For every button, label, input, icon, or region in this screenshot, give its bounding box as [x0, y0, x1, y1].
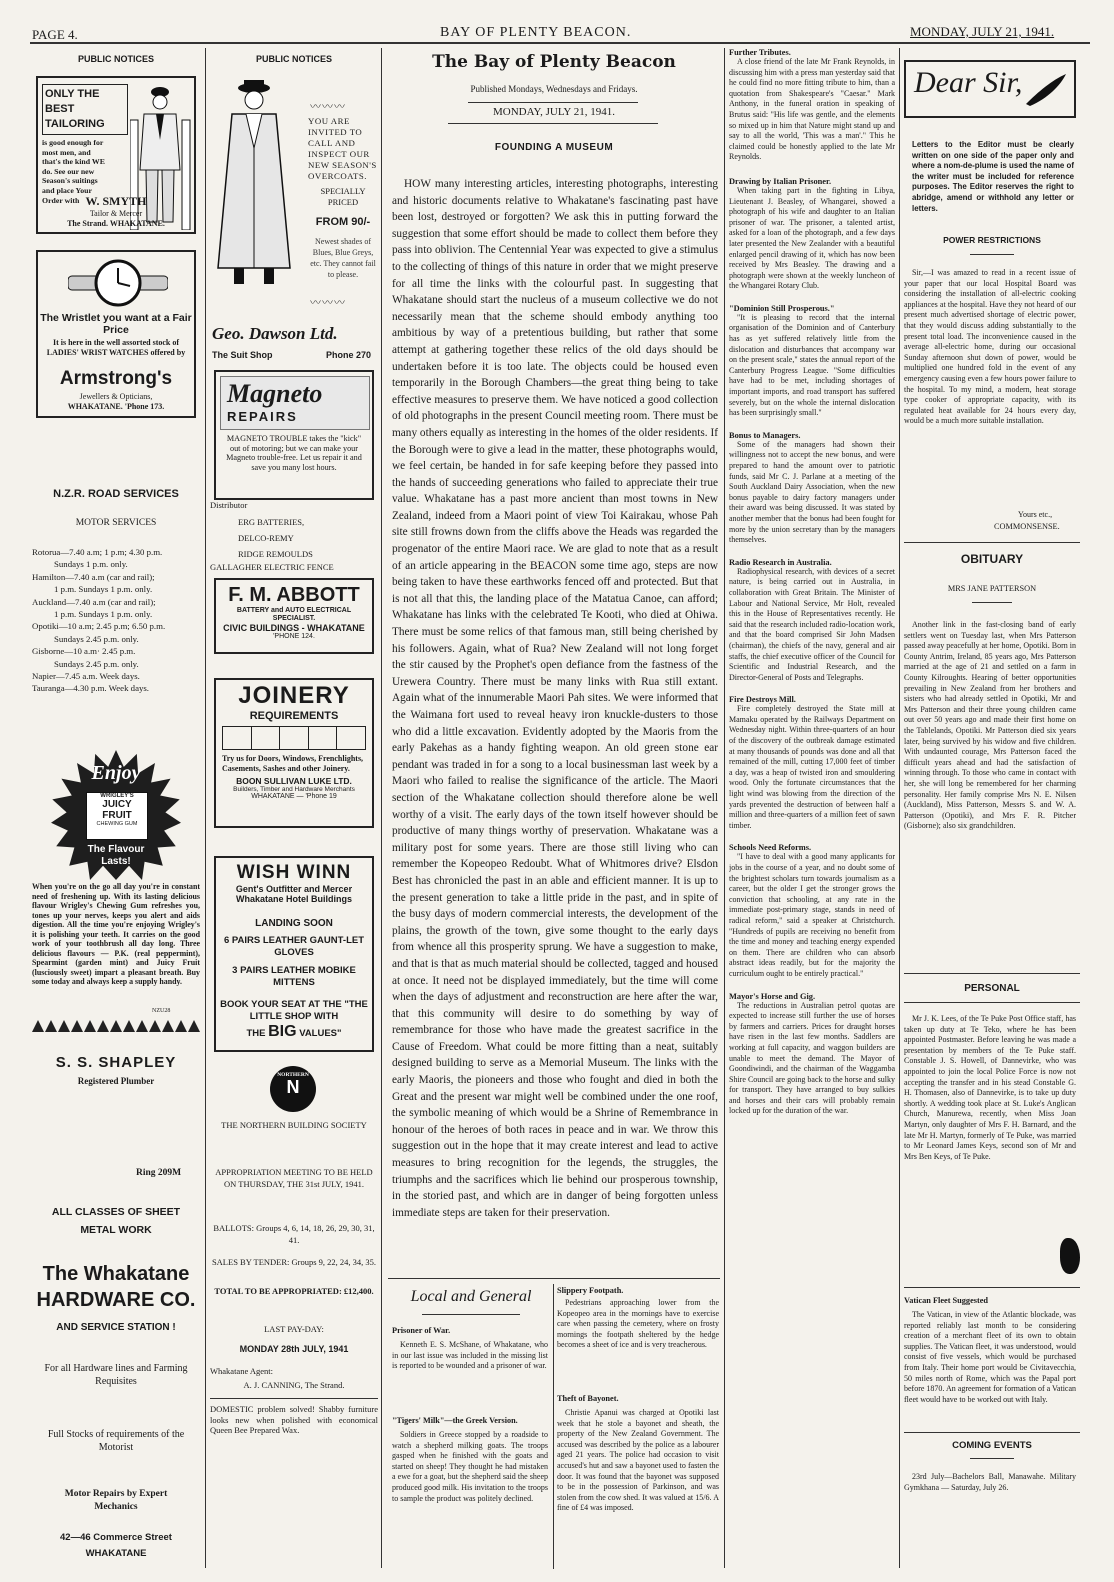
dawson-phone: Phone 270 — [326, 350, 372, 360]
c4-a8-head: Mayor's Horse and Gig. — [729, 991, 816, 1001]
society-meeting: APPROPRIATION MEETING TO BE HELD ON THURSDAY, THE 31st JULY, 1941. — [215, 1167, 373, 1189]
magneto-item: DELCO-REMY — [238, 533, 294, 543]
window-frames — [222, 726, 366, 750]
society-agent: Whakatane Agent: — [210, 1366, 274, 1376]
winn-l4: BOOK YOUR SEAT AT THE "THE LITTLE SHOP WITH — [220, 999, 368, 1022]
magneto-item: ERG BATTERIES, — [238, 517, 305, 527]
dawson-name: Geo. Dawson Ltd. — [212, 324, 338, 343]
column-rule — [724, 48, 725, 1568]
letter-yours: Yours etc., — [1018, 510, 1053, 519]
section-rule — [904, 1432, 1080, 1433]
c4-a5-head: Radio Research in Australia. — [729, 557, 832, 567]
winn-name: WISH WINN — [236, 862, 352, 883]
a1-body: Kenneth E. S. McShane, of Whakatane, who in our last issue was included in the missing list is reported to be wounded and a prisoner of war. — [392, 1340, 548, 1371]
winn-l4-tail — [216, 1023, 372, 1041]
smyth-headline-1: ONLY THE — [45, 88, 100, 100]
nzr-timetable — [32, 546, 200, 695]
a3-head: Slippery Footpath. — [557, 1286, 624, 1295]
section-rule — [904, 1002, 1080, 1003]
editorial-date: MONDAY, JULY 21, 1941. — [493, 106, 615, 118]
local-general-left — [392, 1284, 550, 1569]
winn-big: BIG — [268, 1023, 297, 1040]
armstrong-address: WHAKATANE. 'Phone 173. — [67, 402, 165, 411]
winn-the: THE — [246, 1028, 266, 1039]
armstrong-line2: It is here in the well assorted stock of LADIES' WRIST WATCHES offered by — [46, 338, 186, 357]
timetable-line: Auckland—7.40 a.m (car and rail); — [32, 596, 156, 607]
shapley-name: S. S. SHAPLEY — [55, 1054, 177, 1071]
public-notices-heading: PUBLIC NOTICES — [255, 54, 332, 64]
wrigley-copy: When you're on the go all day you're in constant need of freshening up. With its lasting delicious flavour Wrigley's Chewing Gum refreshes you, tones up your nerves, keeps you alert and aids digestion. All the time you're enjoying Wrigley's it is polishing your teeth. It carries on the good work of your toothbrush all day long. Three delicious flavours — P.K. (real peppermint), Spearmint (garden mint) and Juicy Fruit (lusciously sweet) impart a pleasant breath. Buy some today and always keep a supply handy. — [32, 882, 200, 986]
timetable-line: Gisborne—10 a.m· 2.45 p.m. — [32, 646, 136, 657]
vatican-head: Vatican Fleet Suggested — [904, 1296, 989, 1305]
joinery-firm: BOON SULLIVAN LUKE LTD. — [236, 776, 352, 787]
quill-pen-figure — [1024, 72, 1068, 108]
magneto-ad — [214, 370, 374, 500]
dawson-price: FROM 90/- — [315, 216, 371, 228]
column-rule — [899, 48, 900, 1568]
wavy-border: 〰〰〰 — [310, 297, 346, 309]
triangle-border — [32, 1019, 200, 1033]
masthead-rule — [30, 42, 1090, 44]
smyth-headline-3: TAILORING — [45, 118, 105, 130]
dawson-specially: SPECIALLY PRICED — [320, 186, 366, 207]
c4-a5-body: Radiophysical research, with devices of a secret nature, is being carried out in Australia, in collaboration with Great Britain. The Minister of Labour and National Service, Mr Holt, revealed this in the House of Representatives recently. He said that the research included radio-location work, and that the board comprised Sir John Madsen (chairman), the chiefs of the navy, general and air staffs, the chief executive officer of the Council for Scientific and Industrial Research, and the Director-General of Posts and Telegraphs. — [729, 566, 895, 682]
society-name: THE NORTHERN BUILDING SOCIETY — [221, 1120, 367, 1130]
shapley-trade: Registered Plumber — [77, 1076, 155, 1086]
column-5 — [904, 48, 1080, 1568]
wrigley-brand: WRIGLEY'S — [100, 793, 134, 799]
timetable-line: 1 p.m. Sundays 1 p.m. only. — [54, 609, 153, 620]
wristwatch-figure — [68, 258, 168, 308]
joinery-ad — [214, 678, 374, 828]
hardware-title3: AND SERVICE STATION ! — [56, 1322, 176, 1333]
armstrong-ad — [36, 250, 196, 418]
magneto-repairs: REPAIRS — [227, 409, 298, 424]
smyth-trade: Tailor & Mercer — [89, 209, 143, 218]
editorial-title: FOUNDING A MUSEUM — [494, 142, 614, 153]
magneto-body: MAGNETO TROUBLE takes the "kick" out of motoring; but we can make your Magneto trouble-free. Let us repair it and save you many lost hours. — [226, 434, 362, 472]
timetable-line: Hamilton—7.40 a.m (car and rail); — [32, 571, 155, 582]
dawson-shop: The Suit Shop — [212, 350, 273, 360]
editorial-paper-title: The Bay of Plenty Beacon — [432, 52, 676, 72]
armstrong-trade: Jewellers & Opticians, — [79, 392, 153, 401]
timetable-line: Tauranga—4.30 p.m. Week days. — [32, 683, 149, 694]
dear-sir-banner — [904, 60, 1076, 118]
paper-title: BAY OF PLENTY BEACON. — [440, 25, 632, 40]
gum-pack — [86, 792, 148, 840]
section-rule — [904, 1287, 1080, 1288]
winn-l2: 6 PAIRS LEATHER GAUNT-LET GLOVES — [223, 935, 365, 958]
section-rule — [388, 1278, 720, 1279]
dawson-newest: Newest shades of Blues, Blue Greys, etc. They cannot fail to please. — [310, 237, 376, 279]
column-1 — [32, 54, 200, 1569]
personal-title: PERSONAL — [964, 983, 1020, 994]
joinery-sub: REQUIREMENTS — [249, 710, 339, 722]
obit-subtitle: MRS JANE PATTERSON — [947, 584, 1037, 593]
overcoat-man-icon — [210, 78, 298, 288]
shapley-line1: ALL CLASSES OF SHEET — [51, 1206, 181, 1218]
shapley-line2: METAL WORK — [80, 1224, 152, 1236]
public-notices-heading: PUBLIC NOTICES — [77, 54, 154, 64]
c4-a7-body: "I have to deal with a good many applicants for jobs in the course of a year, and no doubt some of the brightest scholars turn towards journalism as a career, but the older I get the stronger grows the conviction that schooling, at any rate in the immediate post-primary stage, stands in need of radical reform," said a speaker at Christchurch. "Hundreds of pupils are receiving no benefit from the time and money and teaching energy expended on them. There are children who can absorb abstract ideas readily, but for the majority the curriculum ought to be entirely practical." — [729, 852, 895, 978]
magneto-distributor: Distributor — [210, 500, 248, 510]
c4-a6-head: Fire Destroys Mill. — [729, 695, 796, 705]
society-ballots: BALLOTS: Groups 4, 6, 14, 18, 26, 29, 30, 31, 41. — [213, 1223, 375, 1245]
a2-head: "Tigers' Milk"—the Greek Version. — [392, 1416, 518, 1425]
wrigley-code: NZU28 — [152, 1008, 171, 1014]
section-rule — [422, 1314, 520, 1315]
section-rule — [904, 973, 1080, 974]
c4-a1-head: Further Tributes. — [729, 48, 791, 57]
letters-note: Letters to the Editor must be clearly written on one side of the paper only and where a nom-de-plume is used the name of the writer must be included for reference purposes. The Editor reserves the right to abridge, amend or withhold any letter or letters. — [912, 140, 1074, 213]
society-payday: LAST PAY-DAY: — [264, 1324, 324, 1334]
section-rule — [468, 102, 638, 103]
magneto-item: RIDGE REMOULDS — [238, 549, 313, 559]
northern-badge-label: NORTHERN — [277, 1072, 309, 1078]
hardware-p3: Motor Repairs by Expert Mechanics — [64, 1489, 168, 1512]
column-rule — [205, 48, 206, 1568]
joinery-address: WHAKATANE — 'Phone 19 — [251, 793, 337, 801]
hardware-p2: Full Stocks of requirements of the Motorist — [47, 1429, 185, 1453]
a4-body: Christie Apanui was charged at Opotiki last week that he stole a bayonet and sheath, the property of the New Zealand Government. The accused was described by the police as a labourer aged 21 years. The police had occasion to visit accused's hut and saw a bayonet used to fasten the door. It was found that the bayonet was supposed to be in the possession of Parkinson, and was stolen from the cow shed. It was valued at 15/6. A fine of £4 was imposed. — [557, 1408, 719, 1513]
power-title: POWER RESTRICTIONS — [943, 235, 1041, 245]
c4-a6-body: Fire completely destroyed the State mill at Mamaku operated by the Railways Department on Wednesday night. Within three-quarters of an hour of the discovery of the outbreak damage estimated at many thousands of pounds was done and all that remained of the mill, cutting 17,000 feet of timber a day, was a heap of twisted iron and smouldering wood. Only the fortunate circumstances that the light wind was blowing from the direction of the yards prevented the destruction of between half a million and three-quarters of a million feet of sawn timber. — [729, 704, 895, 830]
nzr-subtitle: MOTOR SERVICES — [75, 518, 157, 528]
northern-badge — [270, 1066, 316, 1112]
local-general-right — [557, 1284, 721, 1569]
vatican-body: The Vatican, in view of the Atlantic blockade, was reported reliably last month to be considering creation of a merchant fleet of its own to obtain supplies. The Vatican fleet, it was understood, would consist of five vessels, which would be purchased from Italy. Their home port would be Civitavecchia, 50 miles north of Rome, which was the Papal port before 1870. An agreement for formation of a Vatican fleet would have to be worked out with Italy. — [904, 1310, 1077, 1404]
editorial-body: HOW many interesting articles, interesting photographs, interesting and historic documents relative to Whakatane's fascinating past have been lost, destroyed or forgotten? We ask this in putting forward the suggestion that some effort should be made to collect them before they pass into oblivion. The Centennial Year was expected to give a stimulus to the collecting of things of this nature in order that we might preserve for all time the links with the colourful past. In suggesting that Whakatane should start the nucleus of a museum collective we do not necessarily mean that the scheme should embody anything too ambitious by way of a pretentious building, but rather that some attempt at gathering together these relics of the old days should be undertaken before it is too late. The objects could be housed even temporarily in the Borough Chambers—the great thing being to take effective measures to preserve them. We have noticed a good collection of old photographs in the present Council meeting room. There must be many others equally as interesting in the homes of the older residents. If the Borough were to give a lead in the matter, these photographs would, we feel certain, be handed in for safe keeping before they passed into the hands of succeeding generations who failed to appreciate their true value. Whakatane has a past more ancient than most towns in New Zealand, indeed from a Maori point of view Toi Kairakau, whose Pah site still frowns down from the cliffs above the Heads was regarded the progenator of the entire Maori race. We are glad to note that as a result of an article appearing in the BEACON some time ago, steps are now being taken to have these earthworks fenced off and protected. But that is not all that this, the landing place of the Matatua Canoe, can afford; Whakatane has links with the celebrated Te Kooti, who died at Ohiwa. There must be some relics of that famous man, still being cherished by his followers. Again, what of Rua? New Zealand will not long forget the stir caused by the Prophet's open defiance from the fastness of the Urewera Country. There must be many links with Rua still extant. Again what of the innumerable Maori Pah sites. We were informed that the Waimana fort used to reveal heavy iron knuckle-dusters to those who did a little excavation. Evidently adopted by the Maoris from the early Pakehas as a handy fighting weapon. An old green stone ear pendant was traded in for a song to a local businessman last week by a Maori who failed to realise the significance of the article. The Maori section of the Whakatane collection should therefore alone be well worthy of a visit. The early days of the town itself however should be productive of many things worthy of preservation. Whakatane was a military post for some years. There are those still living who can remember the Kopeopeo Redoubt. What of Whitmores drive? Elsdon Best has chronicled the past in an able and efficient manner. It is up to the present generation to take a little pride in the past, and in spite of the busy days of modern commercial interests, the development of the plains, the growth of the town, give some thought to the early days from whence all this prosperity sprung. We have a suggestion to make, and that is that as much material should be collected, tagged and housed at once. It need not be displayed immediately, but the time will come when the days of adjustment and reconstruction are here after the war, that this community will desire to do something by way of remembrance for those who have made the greatest sacrifice in the Cause of Freedom. What could be more fitting than a neat, suitably designed building to serve as a Memorial Museum. The links with the early Maoris, the pioneers and those who fought and died in both the Great and the present war might well be combined under the one roof, the symbolic meaning of which would be a Shrine of Remembrance in honour of the heroes of both races in peace and in war. We throw this suggestion out in the hope that it may create interest and lead to active measures to bring recognition for the legends, the struggles, the triumphs and the sacrifices which lie behind our prosperous township, in the storied past, and which are in danger of being forgotten unless immediate steps are taken for their preservation. — [392, 178, 718, 1219]
timetable-line: Opotiki—10 a.m; 2.45 p.m; 6.50 p.m. — [32, 621, 166, 632]
smyth-address: The Strand. WHAKATANE. — [67, 219, 165, 228]
column-rule — [381, 48, 382, 1568]
obit-title: OBITUARY — [960, 552, 1024, 566]
section-rule — [970, 1458, 1014, 1459]
column-2 — [210, 54, 378, 1569]
dawson-body: YOU ARE INVITED TO CALL AND INSPECT OUR NEW SEASON'S OVERCOATS. — [308, 116, 377, 181]
coming-body: 23rd July—Bachelors Ball, Manawahe. Military Gymkhana — Saturday, July 26. — [904, 1472, 1076, 1492]
nzr-title: N.Z.R. ROAD SERVICES — [53, 488, 179, 500]
hardware-title2: HARDWARE CO. — [36, 1289, 196, 1311]
wrigley-product: JUICY FRUIT — [102, 799, 132, 821]
wrigley-enjoy: Enjoy — [91, 762, 141, 784]
personal-body: Mr J. K. Lees, of the Te Puke Post Office staff, has taken up duty at Te Teko, where he has been appointed Postmaster. Before leaving he was made a presentation by members of the Te Puke staff. Constable J. S. Howell, of Dannevirke, who was appointed to join the local Police Force is now not accepting the transfer and in his stead Constable G. H. Thomasen, also of Dannevirke, is to take up duty shortly. A wedding took place at St. Luke's Anglican Church, Manurewa, recently, when Miss Joan Martyn, only daughter of Mrs F. H. Barnard, and the late Mr H. Martyn, formerly of Te Puke, was married to Mr Leonard James Keys, second son of Mr and Mrs Ben Keys, of Te Puke. — [904, 1014, 1076, 1161]
abbott-name: F. M. ABBOTT — [228, 584, 360, 606]
section-rule — [210, 1398, 378, 1399]
c4-a4-body: Some of the managers had shown their willingness not to accept the new bonus, and were prepared to hand the amount over to patriotic funds, said Mr C. J. Parlane at a meeting of the South Auckland Dairy Association, when the new bonus payable to dairy factory managers under their award was being discussed. It was stated by another member that the bonus had been fought for more by the union secretary than by the managers themselves. — [729, 439, 895, 545]
quill-pen-icon — [1024, 72, 1068, 108]
c4-a3-body: "It is pleasing to record that the internal organisation of the Dominion and of Canterbury has as yet suffered relatively little from the dislocation and disturbances that accompany war on the present scale," states the annual report of the Canterbury Progress League. "Some difficulties have had to be met, including shortages of important imports, and road transport has suffered severely, but on the whole the internal dislocation has been surprisingly small." — [729, 312, 895, 418]
joinery-trade: Builders, Timber and Hardware Merchants — [233, 786, 355, 794]
wristwatch-icon — [68, 258, 168, 308]
overcoat-figure — [210, 78, 298, 288]
section-rule — [970, 254, 1014, 255]
dear-sir-title: Dear Sir, — [914, 66, 1023, 99]
wrigley-gum: CHEWING GUM — [96, 821, 138, 827]
timetable-line: Sundays 1 p.m. only. — [54, 559, 128, 570]
smyth-headline-2: BEST — [45, 103, 75, 115]
wrigley-slogan: The Flavour Lasts! — [87, 844, 145, 867]
magneto-items — [238, 514, 378, 562]
hardware-title1: The Whakatane — [42, 1263, 190, 1285]
timetable-line: Sundays 2.45 p.m. only. — [54, 658, 139, 669]
wavy-border: 〰〰〰 — [310, 101, 346, 113]
armstrong-line1: The Wristlet you want at a Fair Price — [40, 312, 192, 336]
issue-date: MONDAY, JULY 21, 1941. — [910, 24, 1055, 39]
c4-a2-body: When taking part in the fighting in Libya, Lieutenant J. Beasley, of Whangarei, showed a photograph of his wife and daughter to an Italian prisoner of war. The prisoner, a talented artist, asked for a loan of the photograph, and a few days later presented the New Zealander with a beautiful enlarged pencil drawing of it, which has now been received by Mrs Beasley. The drawing and a photograph were shown at the weekly luncheon of the Whangarei Rotary Club. — [729, 185, 895, 291]
abbott-line2: CIVIC BUILDINGS - WHAKATANE — [223, 623, 365, 633]
column-4 — [729, 48, 895, 1568]
magneto-banner — [220, 376, 370, 430]
power-letter: Sir,—I was amazed to read in a recent issue of your paper that our local Hospital Board was considering the installation of all-electric cooking appliances at the hospital. Have they not heard of our present much advertised shortage of electric power, that they would discuss adding substantially to the present total load. The inconvenience caused in the average all-electric home, during our occasional Sunday afternoon shut down of power, would be multiplied one hundred fold in the event of any emergency causing even a few hours power failure to the hospital. To my mind, a modern, heat storage type cooker of appropriate capacity, with its regulated heat available for 24 hours every day, would be a much more suitable installation. — [904, 268, 1076, 426]
hardware-p5: WHAKATANE — [85, 1548, 147, 1559]
joinery-title: JOINERY — [238, 682, 350, 709]
magneto-title: Magneto — [227, 379, 323, 408]
wrigley-ad — [32, 744, 200, 1184]
page-number: PAGE 4. — [32, 27, 78, 42]
winn-line2: Whakatane Hotel Buildings — [235, 894, 352, 904]
shapley-ring: Ring 209M — [136, 1168, 182, 1178]
smyth-ad — [36, 76, 196, 234]
c4-a4-head: Bonus to Managers. — [729, 430, 801, 440]
ink-blot — [1060, 1238, 1080, 1274]
winn-values: VALUES" — [299, 1028, 342, 1039]
smyth-headline — [42, 84, 128, 135]
c4-a2-head: Drawing by Italian Prisoner. — [729, 176, 832, 186]
abbott-line1: BATTERY and AUTO ELECTRICAL SPECIALIST. — [236, 607, 352, 622]
c4-a3-head: "Dominion Still Prosperous." — [729, 303, 835, 313]
society-agent-name: A. J. CANNING, The Strand. — [243, 1380, 345, 1390]
masthead — [0, 0, 1114, 44]
magneto-item-last: GALLAGHER ELECTRIC FENCE — [210, 562, 334, 572]
a4-head: Theft of Bayonet. — [557, 1394, 619, 1403]
northern-badge-letter: N — [286, 1077, 300, 1097]
coming-title: COMING EVENTS — [952, 1440, 1032, 1451]
winn-line1: Gent's Outfitter and Mercer — [235, 884, 353, 894]
timetable-line: Sundays 2.45 p.m. only. — [54, 633, 139, 644]
obit-body: Another link in the fast-closing band of early settlers went on Tuesday last, when Mrs Patterson passed away peacefully at her home, Opotiki. Born in County Antrim, Ireland, 85 years ago, Mrs Patterson married at the age of 21 and settled on a farm in County Kilroughts. Hearing of better opportunities prevailing in New Zealand from her brothers and sisters who had already settled in Opotiki, Mr and Mrs Patterson and their three young children came out over 50 years ago and made their first home on the Tablelands, Opotiki. Mr Patterson died six years later, being survived by his widow and five children. With undaunted courage, Mrs Patterson faced the difficult years ahead and had the satisfaction of winning through. To those who came in contact with her, she will long be remembered for her charming personality. Her family comprise Mrs N. E. Nilsen (Auckland), Miss Patterson, Messrs S. and W. A. Patterson (Opotiki), and Mrs F. R. Pitcher (Gisborne); also six grandchildren. — [904, 620, 1076, 831]
joinery-body: Try us for Doors, Windows, Frenchlights, Casements, Sashes and other Joinery. — [222, 754, 364, 773]
armstrong-name: Armstrong's — [59, 368, 173, 389]
domestic-notice: DOMESTIC problem solved! Shabby furniture looks new when polished with economical Queen Bee Prepared Wax. — [210, 1404, 378, 1435]
abbott-ad — [214, 578, 374, 654]
column-rule — [553, 1284, 554, 1569]
smyth-body: is good enough for most men, and that's the kind WE do. See our new Season's suitings and place Your Order with — [42, 138, 105, 205]
c4-a7-head: Schools Need Reforms. — [729, 843, 812, 853]
editorial-published: Published Mondays, Wednesdays and Fridays. — [470, 84, 638, 94]
a3-body: Pedestrians approaching lower from the Kopeopeo area in the mornings have to exercise care when passing the cemetery, where on frosty mornings the footpath sheltered by the hedge becomes a sheet of ice and is very treacherous. — [557, 1298, 719, 1350]
smyth-name: W. SMYTH — [85, 194, 147, 208]
abbott-phone: 'PHONE 124. — [273, 633, 315, 640]
society-tender: SALES BY TENDER: Groups 9, 22, 24, 34, 35. — [211, 1257, 377, 1267]
society-total: TOTAL TO BE APPROPRIATED: £12,400. — [214, 1286, 374, 1296]
society-payday-date: MONDAY 28th JULY, 1941 — [239, 1344, 349, 1354]
section-rule — [904, 542, 1080, 543]
c4-a8-body: The reductions in Australian petrol quotas are expected to increase still further the use of horses by farmers and carriers. Prices for draught horses have risen in the last few months. Saddlers are working at full capacity, and waggon builders are unable to meet the demand. The Mayor of Goondiwindi, and the chairman of the Waggamba Shire Council are going back to the horse and sulky for transport. They have arranged to buy sulkies and horses and their cars will probably remain locked up for the duration of the war. — [729, 1000, 895, 1116]
hardware-p4: 42—46 Commerce Street — [60, 1532, 172, 1543]
section-rule — [448, 123, 658, 124]
timetable-line: Napier—7.45 a.m. Week days. — [32, 671, 140, 682]
local-general-title: Local and General — [410, 1288, 532, 1305]
letter-signed: COMMONSENSE. — [994, 522, 1060, 531]
a2-body: Soldiers in Greece stopped by a roadside to watch a shepherd milking goats. The troops gasped when he finished with the goats and started on sheep! They thought he had mistaken a ewe for a goat, but the shepherd said the sheep produced good milk. His invitation to the troops to sample the product was politely declined. — [392, 1430, 548, 1503]
c4-a1-body: A close friend of the late Mr Frank Reynolds, in discussing him with a press man yesterday said that he could find no more fitting tribute to him, than a quotation from Shakespeare's "Caesar." Mark Anthony, in the funeral oration in speaking of Brutus said: "His life was gentle, and the elements so mixed up in him that Nature might stand up and say to all the world, 'This was a man'." This he claimed could be honestly applied to the late Mr Reynolds. — [729, 57, 895, 162]
timetable-line: Rotorua—7.40 a.m; 1 p.m; 4.30 p.m. — [32, 547, 163, 557]
winn-l3: 3 PAIRS LEATHER MOBIKE MITTENS — [232, 965, 356, 988]
section-rule — [972, 602, 1012, 603]
winn-l1: LANDING SOON — [255, 918, 333, 929]
a1-head: Prisoner of War. — [392, 1326, 451, 1335]
hardware-p1: For all Hardware lines and Farming Requisites — [44, 1363, 188, 1387]
winn-ad — [214, 856, 374, 1052]
timetable-line: 1 p.m. Sundays 1 p.m. only. — [54, 584, 153, 595]
